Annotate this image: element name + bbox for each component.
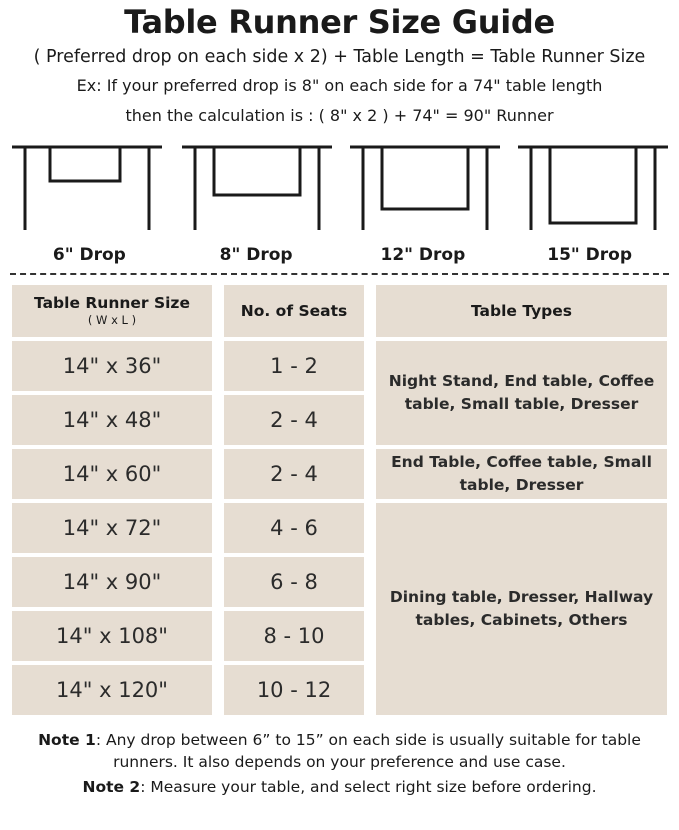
table-row: 14" x 36" [12,341,212,391]
table-row: 14" x 90" [12,557,212,607]
note-2-text: : Measure your table, and select right size before ordering. [140,777,597,796]
dashed-divider [10,273,669,275]
table-row: 10 - 12 [224,665,364,715]
header-table-types: Table Types [376,285,667,337]
drop-label-3: 12" Drop [380,244,466,265]
note-1-label: Note 1 [38,730,96,749]
drop-label-4: 15" Drop [547,244,633,265]
drop-label-row [0,245,679,265]
drop-diagram [0,138,679,243]
drop-diagram-svg [6,138,673,243]
header-runner-size-label: Table Runner Size [34,294,190,313]
column-table-types [376,285,667,719]
table-row: 14" x 60" [12,449,212,499]
notes-section [0,729,679,798]
header-runner-size-sub: ( W x L ) [87,313,137,328]
table-row: 14" x 72" [12,503,212,553]
table-row: 6 - 8 [224,557,364,607]
formula-text: ( Preferred drop on each side x 2) + Table Length = Table Runner Size [33,46,646,67]
table-row: 14" x 48" [12,395,212,445]
drop-label-1: 6" Drop [52,244,126,265]
table-row: 14" x 108" [12,611,212,661]
note-1 [10,729,669,774]
table-row: 2 - 4 [224,395,364,445]
header-runner-size [12,285,212,337]
table-row: 2 - 4 [224,449,364,499]
header-seats: No. of Seats [224,285,364,337]
size-table [0,285,679,719]
page-title: Table Runner Size Guide [124,3,555,41]
column-runner-size [12,285,212,719]
example-line-1: Ex: If your preferred drop is 8" on each side for a 74" table length [76,75,603,95]
table-row: 4 - 6 [224,503,364,553]
size-guide-page [0,4,679,830]
table-row: End Table, Coffee table, Small table, Dresser [376,449,667,499]
note-2-label: Note 2 [82,777,141,796]
note-2 [10,776,669,798]
example-line-2: then the calculation is : ( 8" x 2 ) + 74" = 90" Runner [125,105,554,125]
note-1-text: : Any drop between 6” to 15” on each side is usually suitable for table runners. It also depends on your preference and use case. [95,730,641,772]
table-row: 8 - 10 [224,611,364,661]
drop-label-2: 8" Drop [219,244,293,265]
column-seats [224,285,364,719]
table-row: 14" x 120" [12,665,212,715]
table-row: Night Stand, End table, Coffee table, Small table, Dresser [376,341,667,445]
table-row: 1 - 2 [224,341,364,391]
table-row: Dining table, Dresser, Hallway tables, Cabinets, Others [376,503,667,715]
